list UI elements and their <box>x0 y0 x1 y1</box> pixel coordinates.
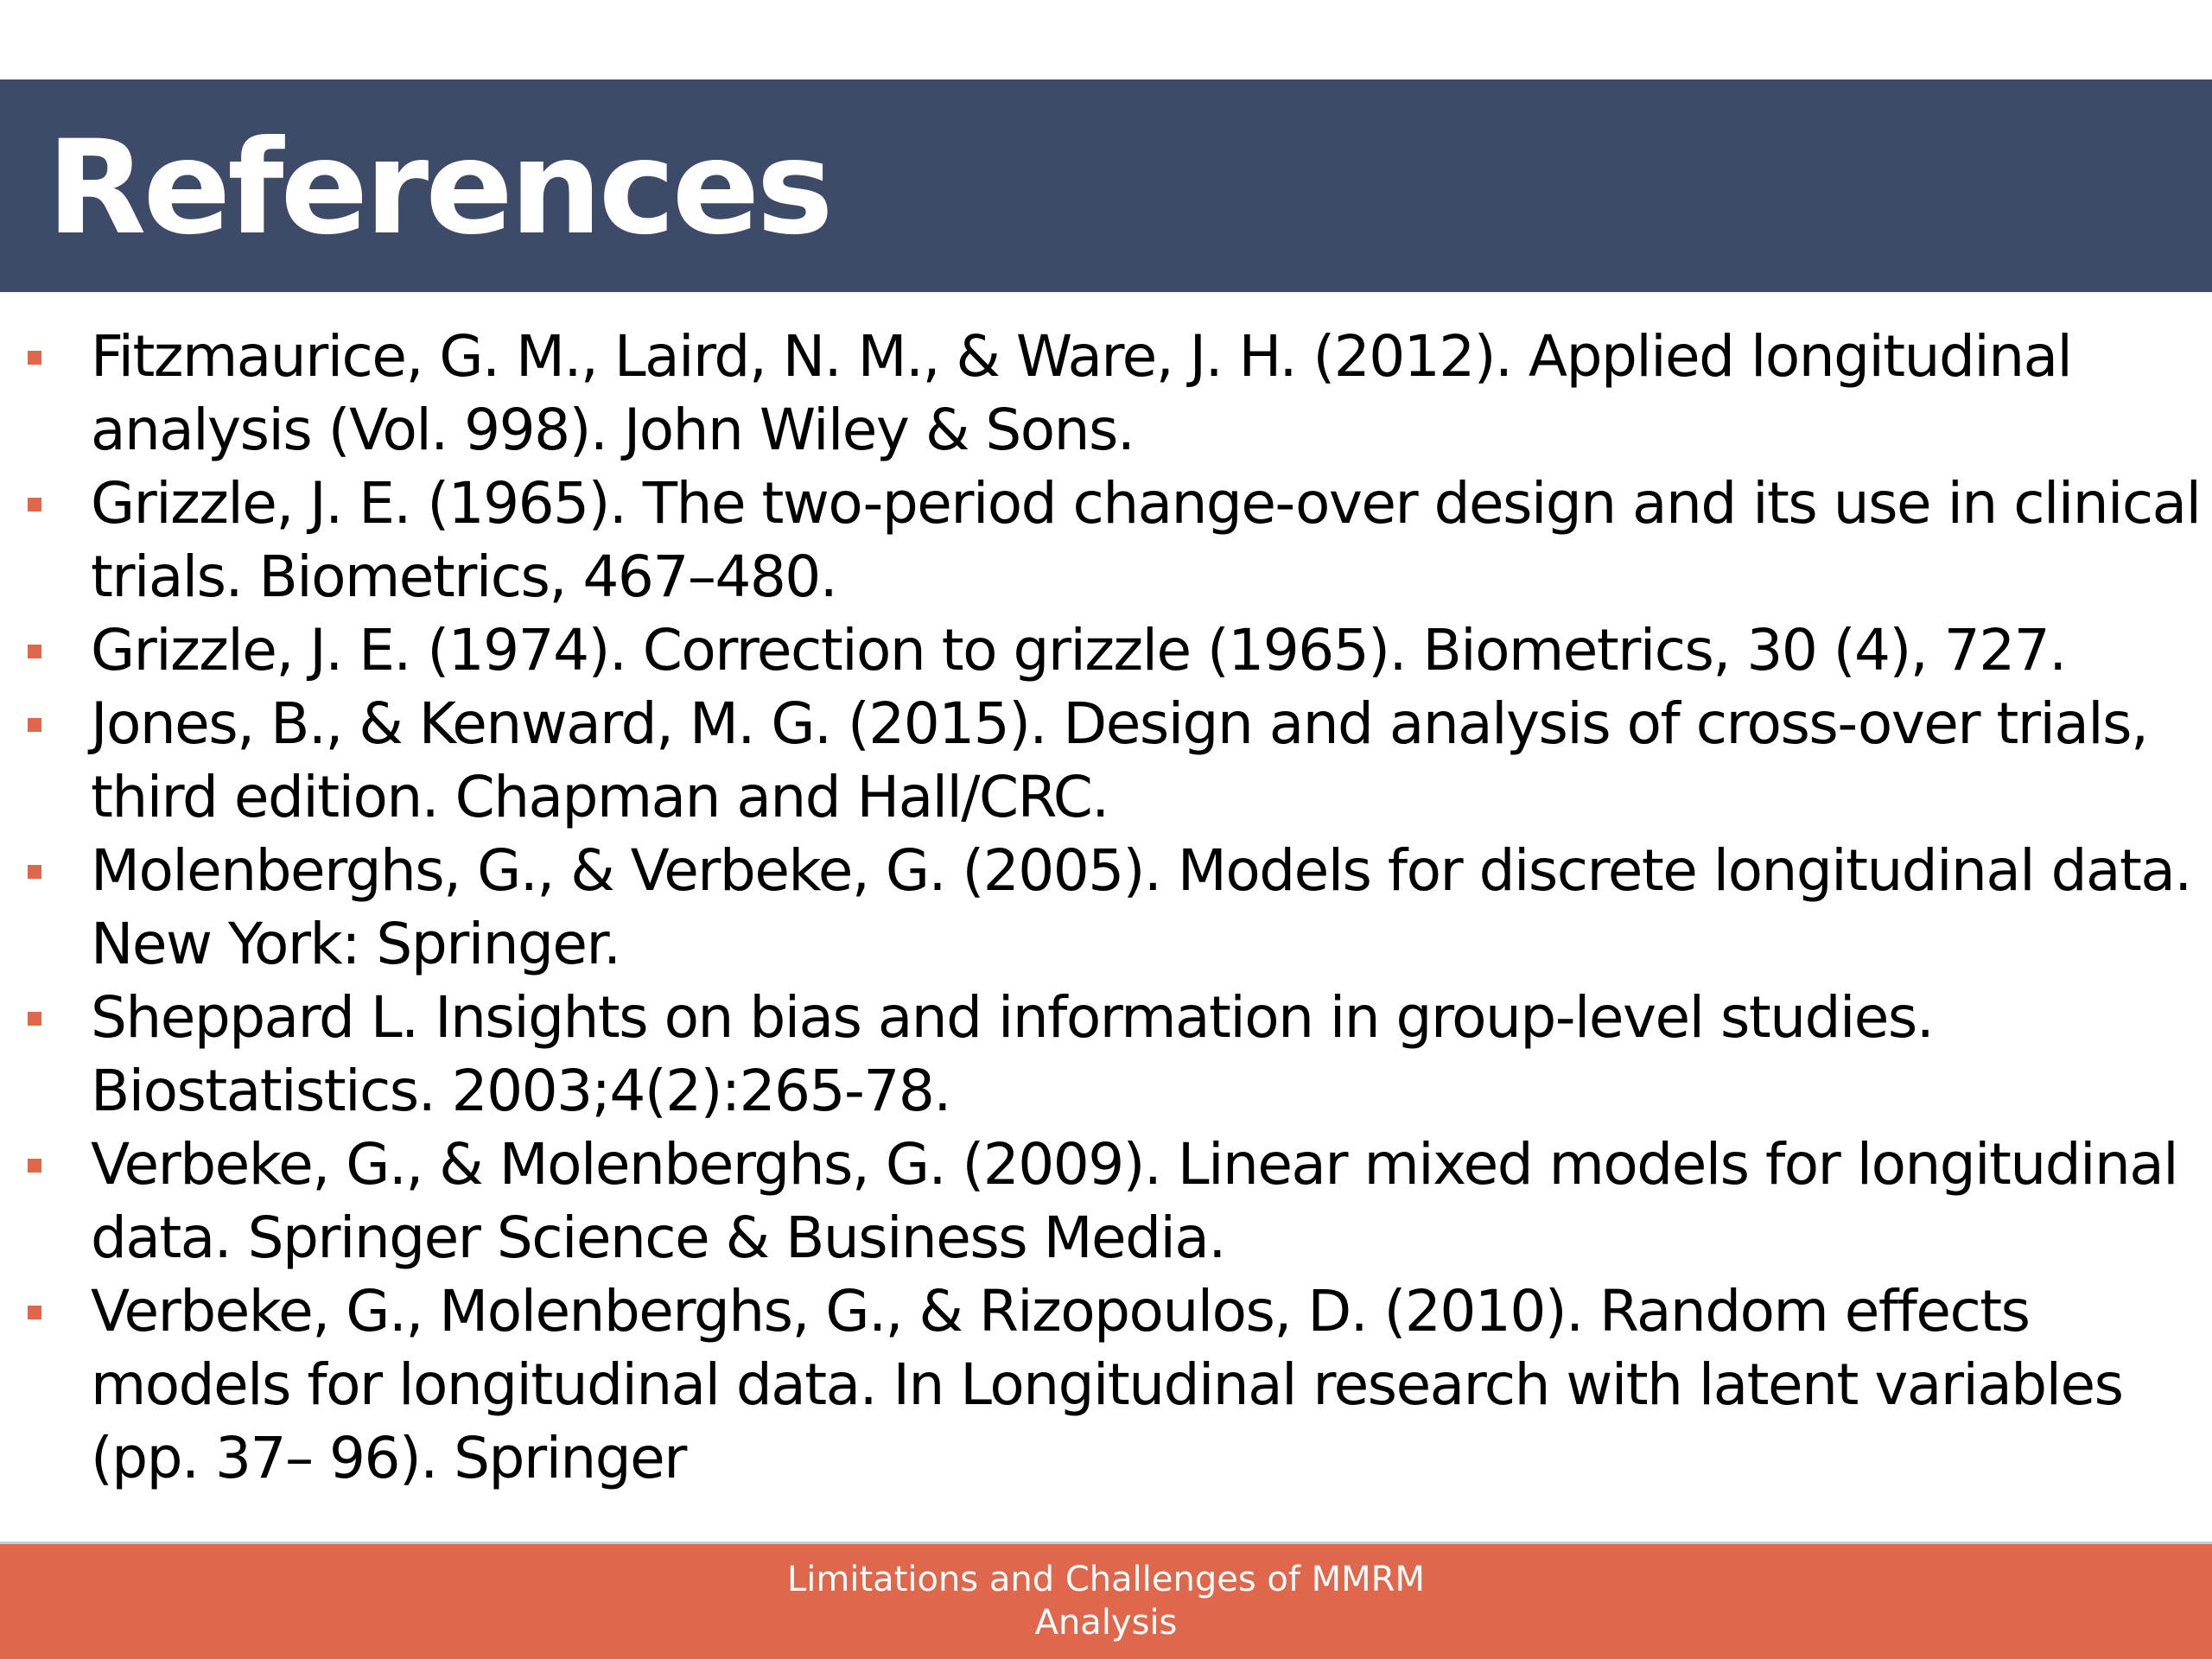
reference-text: Grizzle, J. E. (1965). The two-period change-over design and its use in clinical trials. Biometrics, 467–480. <box>91 470 2201 610</box>
square-bullet-icon <box>28 1306 41 1319</box>
reference-item <box>0 467 2212 613</box>
reference-item <box>0 981 2212 1128</box>
reference-item <box>0 613 2212 687</box>
footer-bar <box>0 1541 2212 1659</box>
reference-text: Verbeke, G., & Molenberghs, G. (2009). Linear mixed models for longitudinal data. Springer Science & Business Media. <box>91 1131 2178 1271</box>
title-bar <box>0 79 2212 292</box>
square-bullet-icon <box>28 1159 41 1173</box>
reference-item <box>0 320 2212 467</box>
reference-item <box>0 834 2212 981</box>
reference-text: Verbeke, G., Molenberghs, G., & Rizopoulos, D. (2010). Random effects models for longitudinal data. In Longitudinal research with latent variables (pp. 37– 96). Springer <box>91 1278 2123 1491</box>
square-bullet-icon <box>28 645 41 658</box>
reference-text: Sheppard L. Insights on bias and information in group-level studies. Biostatistics. 2003;4(2):265-78. <box>91 984 1934 1124</box>
reference-text: Grizzle, J. E. (1974). Correction to grizzle (1965). Biometrics, 30 (4), 727. <box>91 617 2066 683</box>
square-bullet-icon <box>28 498 41 512</box>
square-bullet-icon <box>28 865 41 879</box>
reference-list <box>0 320 2212 1495</box>
reference-text: Fitzmaurice, G. M., Laird, N. M., & Ware, J. H. (2012). Applied longitudinal analysis (Vol. 998). John Wiley & Sons. <box>91 323 2072 463</box>
square-bullet-icon <box>28 718 41 732</box>
square-bullet-icon <box>28 351 41 365</box>
reference-item <box>0 1274 2212 1495</box>
square-bullet-icon <box>28 1012 41 1026</box>
reference-item <box>0 687 2212 834</box>
reference-item <box>0 1128 2212 1274</box>
footer-text-line-1: Limitations and Challenges of MMRM <box>787 1560 1425 1599</box>
reference-text: Jones, B., & Kenward, M. G. (2015). Design and analysis of cross-over trials, third edition. Chapman and Hall/CRC. <box>91 690 2148 830</box>
reference-text: Molenberghs, G., & Verbeke, G. (2005). Models for discrete longitudinal data. New York: Springer. <box>91 837 2191 977</box>
footer-text-line-2: Analysis <box>1034 1603 1178 1643</box>
slide-title: References <box>47 113 830 264</box>
